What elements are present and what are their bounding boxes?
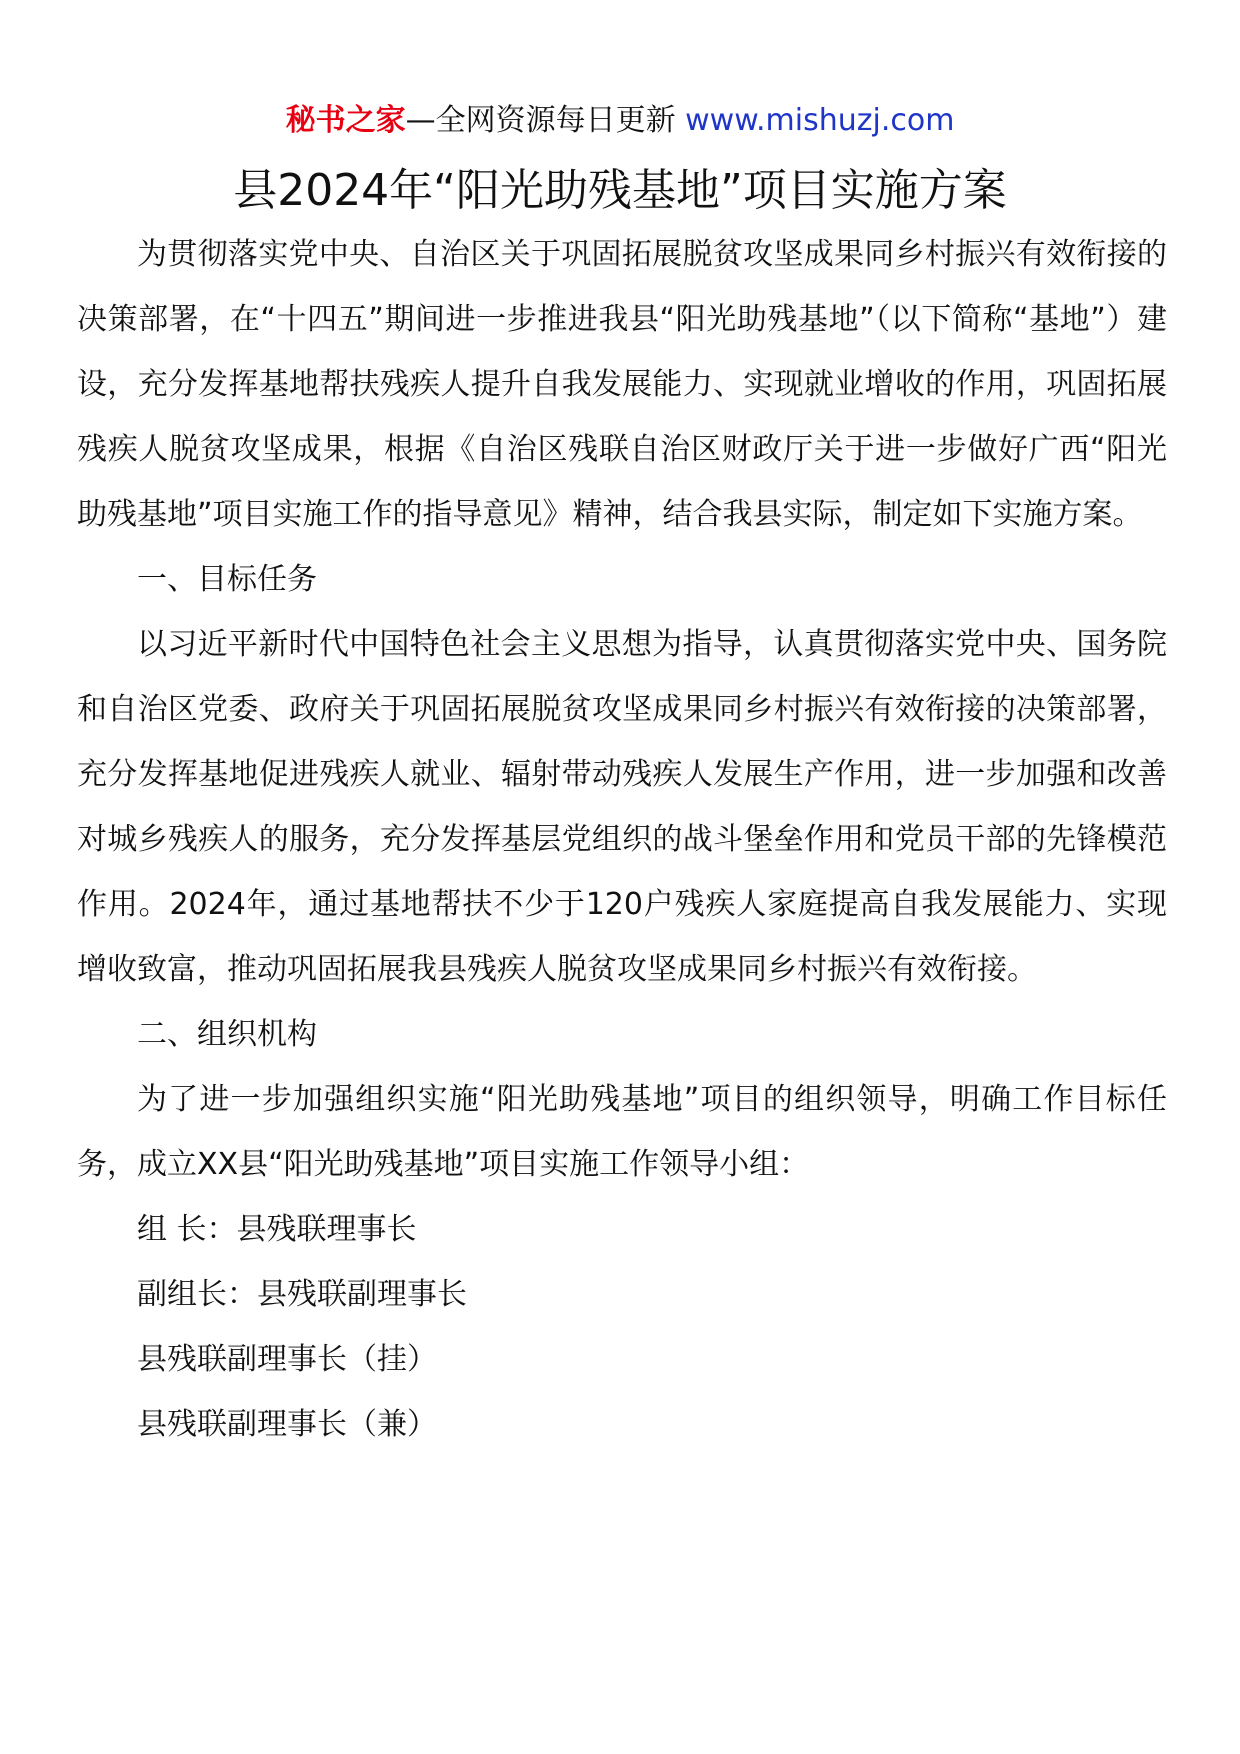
member-line-vice-chair-concurrent: 县残联副理事长（兼） bbox=[137, 1407, 437, 1442]
intro-paragraph: 为贯彻落实党中央、自治区关于巩固拓展脱贫攻坚成果同乡村振兴有效衔接的决策部署，在“十四五”期间进一步推进我县“阳光助残基地”（以下简称“基地”）建设，充分发挥基地帮扶残疾人提升自我发展能力、实现就业增收的作用，巩固拓展残疾人脱贫攻坚成果，根据《自治区残联自治区财政厅关于进一步做好广西“阳光助残基地”项目实施工作的指导意见》精神，结合我县实际，制定如下实施方案。 bbox=[77, 237, 1167, 532]
document-title: 县2024年“阳光助残基地”项目实施方案 bbox=[233, 165, 1007, 216]
site-header bbox=[0, 100, 1240, 142]
site-url-link[interactable]: www.mishuzj.com bbox=[685, 103, 955, 138]
site-brand: 秘书之家 bbox=[285, 103, 406, 138]
section-heading-organization: 二、组织机构 bbox=[137, 1017, 317, 1052]
goals-paragraph: 以习近平新时代中国特色社会主义思想为指导，认真贯彻落实党中央、国务院和自治区党委、政府关于巩固拓展脱贫攻坚成果同乡村振兴有效衔接的决策部署，充分发挥基地促进残疾人就业、辐射带动残疾人发展生产作用，进一步加强和改善对城乡残疾人的服务，充分发挥基层党组织的战斗堡垒作用和党员干部的先锋模范作用。2024年，通过基地帮扶不少于120户残疾人家庭提高自我发展能力、实现增收致富，推动巩固拓展我县残疾人脱贫攻坚成果同乡村振兴有效衔接。 bbox=[77, 627, 1167, 987]
member-line-deputy-leader: 副组长：县残联副理事长 bbox=[137, 1277, 467, 1312]
section-heading-goals: 一、目标任务 bbox=[137, 562, 317, 597]
document-body bbox=[77, 222, 1167, 1457]
member-line-vice-chair-seconded: 县残联副理事长（挂） bbox=[137, 1342, 437, 1377]
organization-paragraph: 为了进一步加强组织实施“阳光助残基地”项目的组织领导，明确工作目标任务，成立XX县“阳光助残基地”项目实施工作领导小组： bbox=[77, 1082, 1167, 1182]
member-line-leader: 组 长：县残联理事长 bbox=[137, 1212, 417, 1247]
site-tagline: —全网资源每日更新 bbox=[405, 103, 676, 138]
